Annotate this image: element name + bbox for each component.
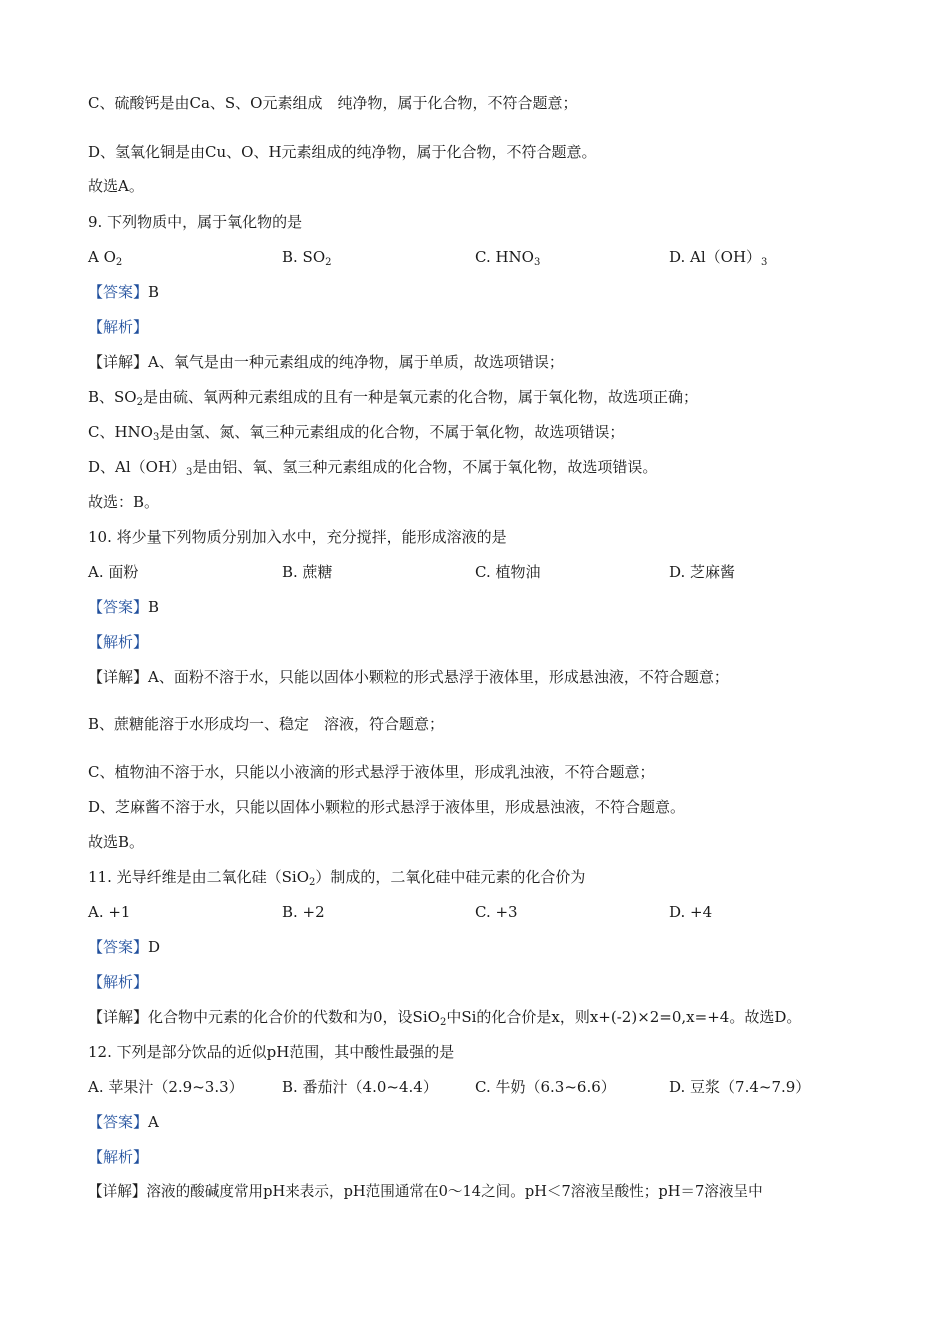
q9-answer: 【答案】B (88, 283, 160, 301)
q10-detail-1: 【详解】A、面粉不溶于水，只能以固体小颗粒的形式悬浮于液体里，形成悬浊液，不符合题意； (88, 668, 729, 686)
q10-option-b: B. 蔗糖 (282, 563, 333, 581)
question-12: 12. 下列是部分饮品的近似pH范围，其中酸性最强的是 (88, 1043, 455, 1061)
q12-option-a: A. 苹果汁（2.9~3.3） (88, 1078, 244, 1096)
q10-option-a: A. 面粉 (88, 563, 139, 581)
q10-option-d: D. 芝麻酱 (669, 563, 736, 581)
question-10: 10. 将少量下列物质分别加入水中，充分搅拌，能形成溶液的是 (88, 528, 507, 546)
question-11: 11. 光导纤维是由二氧化硅（SiO$_2$）制成的，二氧化硅中硅元素的化合价为 (88, 868, 586, 888)
q11-detail: 【详解】化合物中元素的化合价的代数和为0，设SiO$_2$中Si的化合价是x，则x+(-2)×2=0,x=+4。故选D。 (88, 1008, 802, 1028)
q9-option-c: C. $HNO_3$ (475, 248, 541, 268)
q11-option-a: A. +1 (88, 903, 131, 921)
text-line: 故选A。 (88, 177, 144, 195)
q11-option-c: C. +3 (475, 903, 518, 921)
q12-detail: 【详解】溶液的酸碱度常用pH来表示，pH范围通常在0～14之间。pH＜7溶液呈酸性；pH＝7溶液呈中 (88, 1183, 763, 1200)
q12-analysis-heading: 【解析】 (88, 1148, 149, 1166)
q9-conclusion: 故选：B。 (88, 493, 160, 511)
q10-analysis-heading: 【解析】 (88, 633, 149, 651)
q10-answer: 【答案】B (88, 598, 160, 616)
q10-detail-2: B、蔗糖能溶于水形成均一、稳定 溶液，符合题意； (88, 715, 445, 733)
q12-option-b: B. 番茄汁（4.0~4.4） (282, 1078, 438, 1096)
q10-conclusion: 故选B。 (88, 833, 145, 851)
q11-option-d: D. +4 (669, 903, 713, 921)
text-line: D、氢氧化铜是由Cu、O、H元素组成的纯净物，属于化合物，不符合题意。 (88, 143, 597, 161)
q12-option-c: C. 牛奶（6.3~6.6） (475, 1078, 616, 1096)
q9-option-a: A $O_2$ (88, 248, 123, 268)
q9-analysis-heading: 【解析】 (88, 318, 149, 336)
q11-answer: 【答案】D (88, 938, 161, 956)
q10-detail-4: D、芝麻酱不溶于水，只能以固体小颗粒的形式悬浮于液体里，形成悬浊液，不符合题意。 (88, 798, 686, 816)
q9-detail-2: B、$SO_2$是由硫、氧两种元素组成的且有一种是氧元素的化合物，属于氧化物，故选项正确； (88, 388, 698, 408)
q12-option-d: D. 豆浆（7.4~7.9） (669, 1078, 811, 1096)
q9-option-b: B. $SO_2$ (282, 248, 332, 268)
q9-option-d: D. $Al(OH)_3$ (669, 248, 768, 268)
q9-detail-1: 【详解】A、氧气是由一种元素组成的纯净物，属于单质，故选项错误； (88, 353, 564, 371)
q10-option-c: C. 植物油 (475, 563, 541, 581)
q9-detail-4: D、$Al(OH)_3$是由铝、氧、氢三种元素组成的化合物，不属于氧化物，故选项错误。 (88, 458, 658, 478)
q11-option-b: B. +2 (282, 903, 325, 921)
text-line: C、硫酸钙是由Ca、S、O元素组成 纯净物，属于化合物，不符合题意； (88, 94, 578, 112)
q12-answer: 【答案】A (88, 1113, 159, 1131)
q10-detail-3: C、植物油不溶于水，只能以小液滴的形式悬浮于液体里，形成乳浊液，不符合题意； (88, 763, 655, 781)
q11-analysis-heading: 【解析】 (88, 973, 149, 991)
q9-detail-3: C、$HNO_3$是由氢、氮、氧三种元素组成的化合物，不属于氧化物，故选项错误； (88, 423, 625, 443)
question-9: 9. 下列物质中，属于氧化物的是 (88, 213, 303, 231)
